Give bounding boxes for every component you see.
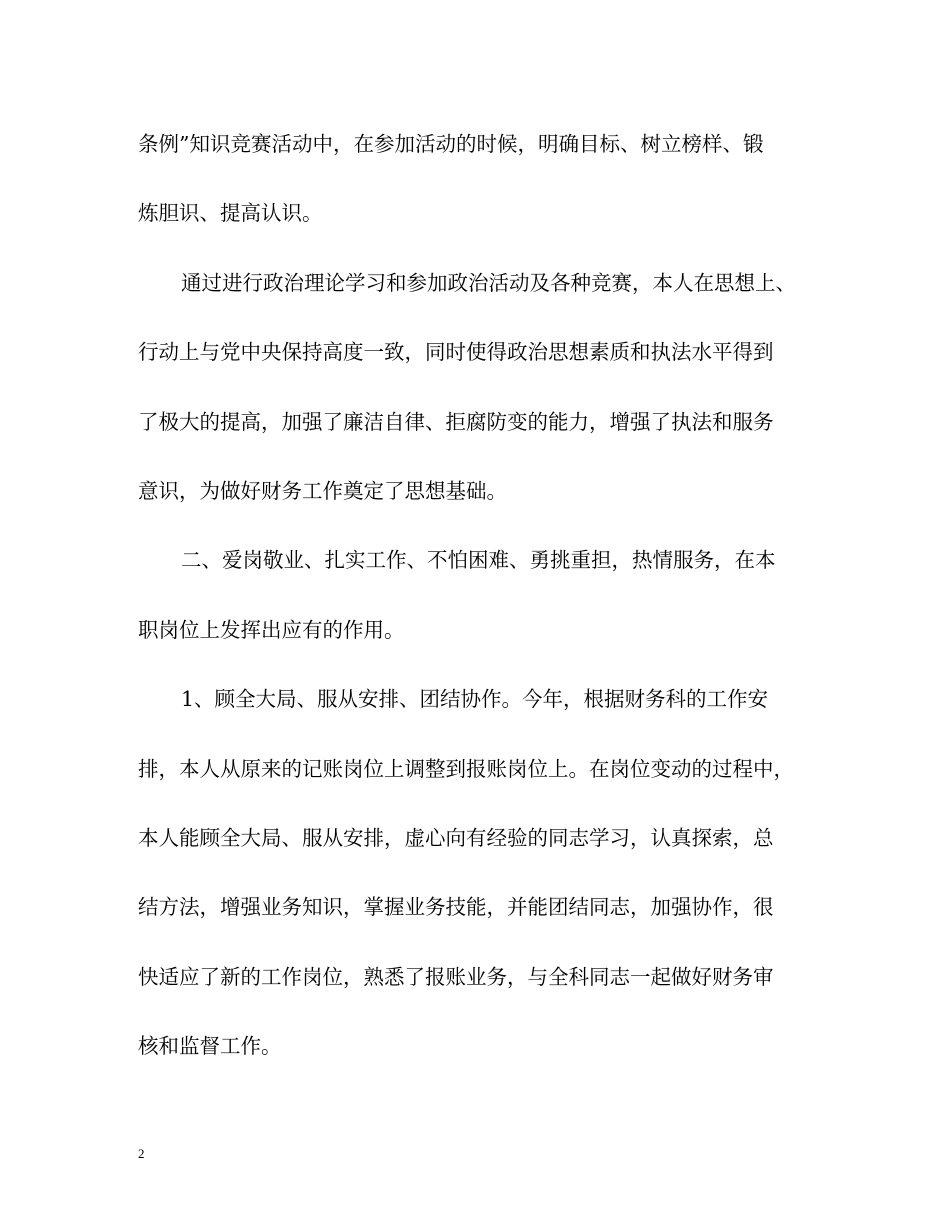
text-line-6: 意识，为做好财务工作奠定了思想基础。: [138, 478, 507, 503]
body-text: [138, 120, 828, 1091]
text-line-8: 职岗位上发挥出应有的作用。: [138, 617, 405, 642]
text-line-3: 通过进行政治理论学习和参加政治活动及各种竞赛，本人在思想上、: [181, 270, 796, 295]
text-line-5: 了极大的提高，加强了廉洁自律、拒腐防变的能力，增强了执法和服务: [138, 409, 774, 434]
text-line-10: 排，本人从原来的记账岗位上调整到报账岗位上。在岗位变动的过程中，: [138, 756, 794, 781]
page-number: 2: [138, 1146, 145, 1161]
text-line-13: 快适应了新的工作岗位，熟悉了报账业务，与全科同志一起做好财务审: [138, 964, 774, 989]
text-line-14: 核和监督工作。: [138, 1034, 282, 1059]
text-line-12: 结方法，增强业务知识，掌握业务技能，并能团结同志，加强协作，很: [138, 895, 774, 920]
text-line-1: 条例”知识竞赛活动中，在参加活动的时候，明确目标、树立榜样、锻: [138, 132, 764, 156]
text-line-9: 1、顾全大局、服从安排、团结协作。今年，根据财务科的工作安: [181, 687, 769, 712]
text-line-2: 炼胆识、提高认识。: [138, 201, 323, 226]
text-line-7: 二、爱岗敬业、扎实工作、不怕困难、勇挑重担，热情服务，在本: [181, 548, 776, 573]
text-line-4: 行动上与党中央保持高度一致，同时使得政治思想素质和执法水平得到: [138, 340, 774, 365]
text-line-11: 本人能顾全大局、服从安排，虚心向有经验的同志学习，认真探索，总: [138, 825, 774, 850]
